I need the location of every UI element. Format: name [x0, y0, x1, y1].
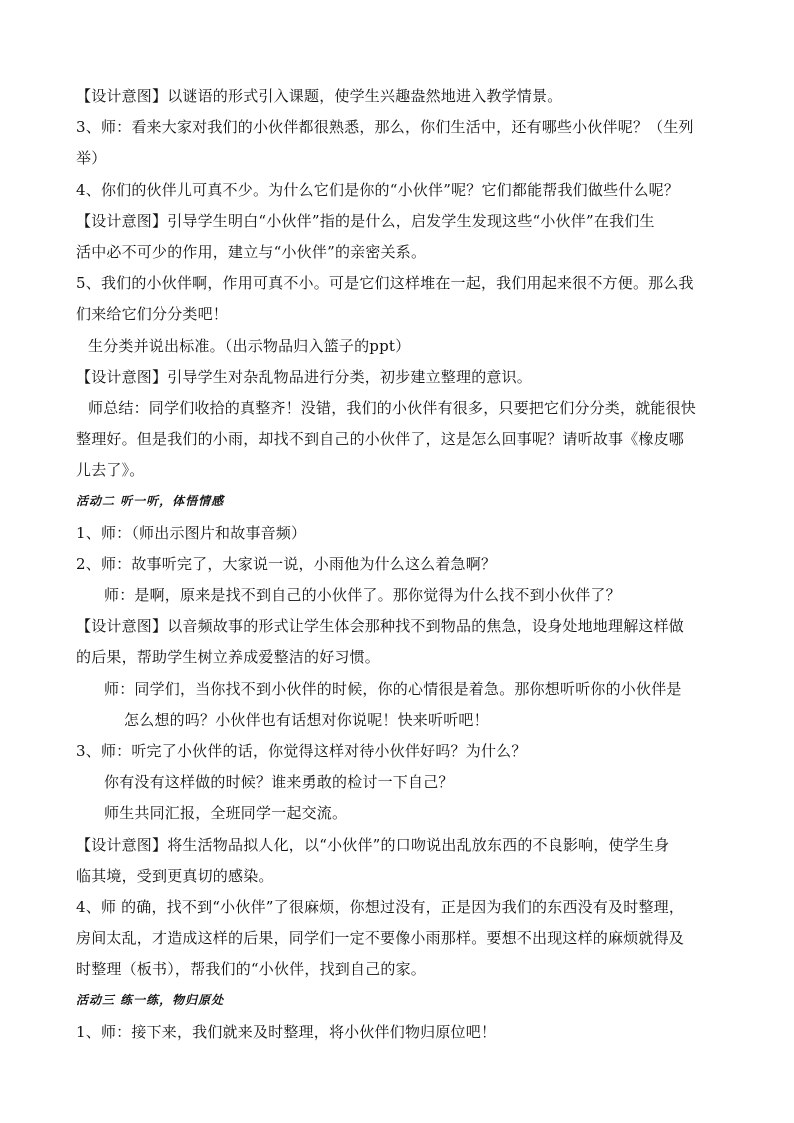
- body-paragraph: 时整理（板书），帮我们的“小伙伴，找到自己的家。: [76, 960, 426, 979]
- body-paragraph: 怎么想的吗？小伙伴也有话想对你说呢！快来听听吧！: [124, 710, 489, 729]
- section-heading-activity-2: 活动二 听一听，体悟情感: [76, 494, 225, 509]
- body-paragraph: 们来给它们分分类吧！: [76, 305, 229, 324]
- body-paragraph: 房间太乱，才造成这样的后果，同学们一定不要像小雨那样。要想不出现这样的麻烦就得及: [76, 929, 685, 948]
- body-paragraph: 师：同学们，当你找不到小伙伴的时候，你的心情很是着急。那你想听听你的小伙伴是: [104, 679, 682, 698]
- section-heading-activity-3: 活动三 练一练，物归原处: [76, 993, 225, 1008]
- body-paragraph: 4、师 的确，找不到“小伙伴”了很麻烦，你想过没有，正是因为我们的东西没有及时整理，: [76, 897, 685, 916]
- design-intent-paragraph: 的后果，帮助学生树立养成爱整洁的好习惯。: [76, 648, 381, 667]
- body-paragraph: 3、师：听完了小伙伴的话，你觉得这样对待小伙伴好吗？为什么？: [76, 741, 527, 760]
- body-paragraph: 儿去了》。: [76, 461, 145, 480]
- body-paragraph: 整理好。但是我们的小雨，却找不到自己的小伙伴了，这是怎么回事呢？请听故事《橡皮哪: [76, 430, 685, 449]
- body-paragraph: 师总结：同学们收拾的真整齐！没错，我们的小伙伴有很多，只要把它们分分类，就能很快: [88, 398, 697, 417]
- body-paragraph: 3、师：看来大家对我们的小伙伴都很熟悉，那么，你们生活中，还有哪些小伙伴呢？（生列: [76, 118, 694, 137]
- body-paragraph: 举）: [76, 149, 107, 168]
- design-intent-paragraph: 【设计意图】以音频故事的形式让学生体会那种找不到物品的焦急，设身处地地理解这样做: [76, 617, 685, 636]
- design-intent-paragraph: 活中必不可少的作用，建立与“小伙伴”的亲密关系。: [76, 242, 427, 261]
- document-body: [76, 81, 726, 1048]
- body-paragraph: 5、我们的小伙伴啊，作用可真不小。可是它们这样堆在一起，我们用起来很不方便。那么我: [76, 274, 694, 293]
- body-paragraph: 师生共同汇报，全班同学一起交流。: [104, 804, 348, 823]
- design-intent-paragraph: 【设计意图】以谜语的形式引入课题，使学生兴趣盎然地进入教学情景。: [76, 87, 563, 105]
- design-intent-paragraph: 临其境，受到更真切的感染。: [76, 866, 274, 885]
- body-paragraph: 你有没有这样做的时候？谁来勇敢的检讨一下自己？: [104, 773, 454, 792]
- body-paragraph: 生分类并说出标准。（出示物品归入篮子的ppt）: [88, 336, 411, 355]
- body-paragraph: 1、师：接下来，我们就来及时整理，将小伙伴们物归原位吧！: [76, 1022, 497, 1041]
- design-intent-paragraph: 【设计意图】引导学生明白“小伙伴”指的是什么，启发学生发现这些“小伙伴”在我们生: [76, 211, 655, 230]
- body-paragraph: 4、你们的伙伴儿可真不少。为什么它们是你的“小伙伴”呢？它们都能帮我们做些什么呢？: [76, 180, 680, 199]
- design-intent-paragraph: 【设计意图】将生活物品拟人化，以“小伙伴”的口吻说出乱放东西的不良影响，使学生身: [76, 835, 670, 854]
- design-intent-paragraph: 【设计意图】引导学生对杂乱物品进行分类，初步建立整理的意识。: [76, 367, 533, 386]
- body-paragraph: 1、师：（师出示图片和故事音频）: [76, 523, 307, 542]
- body-paragraph: 师：是啊，原来是找不到自己的小伙伴了。那你觉得为什么找不到小伙伴了？: [104, 586, 621, 604]
- body-paragraph: 2、师：故事听完了，大家说一说，小雨他为什么这么着急啊？: [76, 554, 497, 573]
